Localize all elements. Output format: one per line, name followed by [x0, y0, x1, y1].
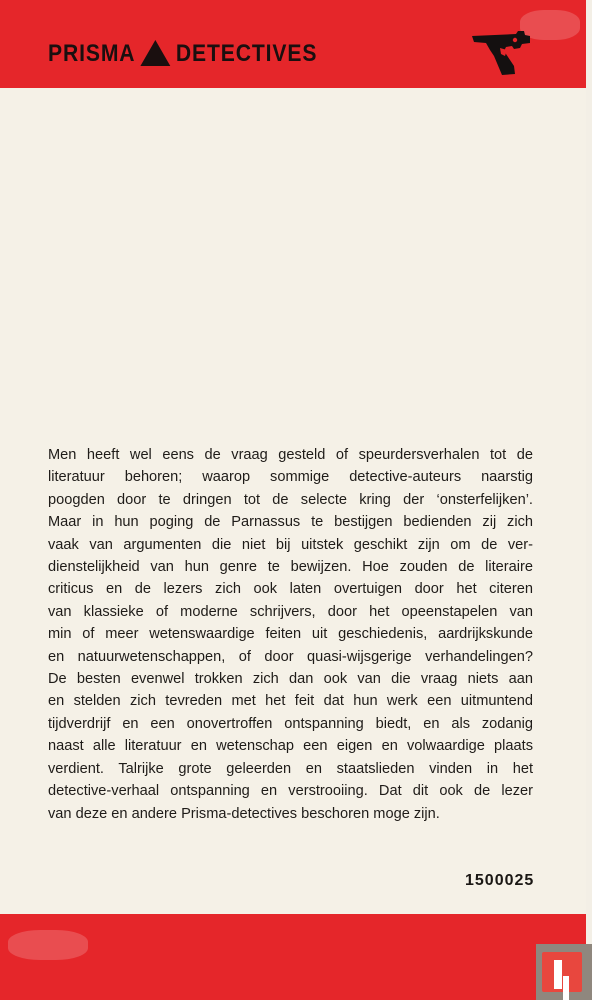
blurb-line: criticus en de lezers zich ook laten overtuigen door het citeren: [48, 581, 533, 598]
catalog-number: 1500025: [465, 872, 535, 889]
blurb-line: vaak van argumenten die niet bij uitstek geschikt zijn om de ver-: [48, 536, 533, 553]
blurb-line: van deze en andere Prisma-detectives beschoren moge zijn.: [48, 805, 440, 822]
blurb-line: poogden door te dringen tot de selecte kring der ‘onsterfelijken’.: [48, 491, 533, 508]
blurb-line: Men heeft wel eens de vraag gesteld of speurdersverhalen tot de: [48, 447, 533, 463]
series-logo: [48, 40, 317, 68]
blurb-line: Maar in hun poging de Parnassus te bestijgen bedienden zij zich: [48, 514, 533, 531]
brand-detectives: DETECTIVES: [175, 40, 318, 67]
blurb-line: tijdverdrijf en een onovertroffen ontspanning biedt, en als zodanig: [48, 715, 533, 732]
blurb-line: literatuur behoren; waarop sommige detective-auteurs naarstig: [48, 469, 533, 486]
blurb-line: van klassieke of moderne schrijvers, door het opeenstapelen van: [48, 603, 533, 620]
blurb-line: verdient. Talrijke grote geleerden en staatslieden vinden in het: [48, 760, 533, 777]
blurb-line: en natuurwetenschappen, of door quasi-wijsgerige verhandelingen?: [48, 648, 533, 665]
blurb-line: min of meer wetenswaardige feiten uit geschiedenis, aardrijkskunde: [48, 626, 533, 643]
store-logo-icon: [542, 952, 582, 992]
brand-prisma: PRISMA: [48, 40, 136, 67]
blurb-line: en stelden zich tevreden met het feit dat hun werk een uitmuntend: [48, 693, 533, 710]
store-sticker: [536, 944, 592, 1000]
blurb-text: [48, 444, 533, 825]
blurb-line: detective-verhaal ontspanning en verstrooiing. Dat dit ook de lezer: [48, 783, 533, 800]
series-header: [0, 0, 586, 88]
blurb-line: dienstelijkheid van hun genre te bewijzen. Hoe zouden de literaire: [48, 559, 533, 576]
wear-mark: [8, 930, 88, 960]
blurb-line: naast alle literatuur en wetenschap een eigen en volwaardige plaats: [48, 738, 533, 755]
triangle-icon: [141, 40, 171, 66]
revolver-icon: [470, 30, 532, 76]
blurb-line: De besten evenwel trokken zich dan ook van die vraag niets aan: [48, 671, 533, 688]
